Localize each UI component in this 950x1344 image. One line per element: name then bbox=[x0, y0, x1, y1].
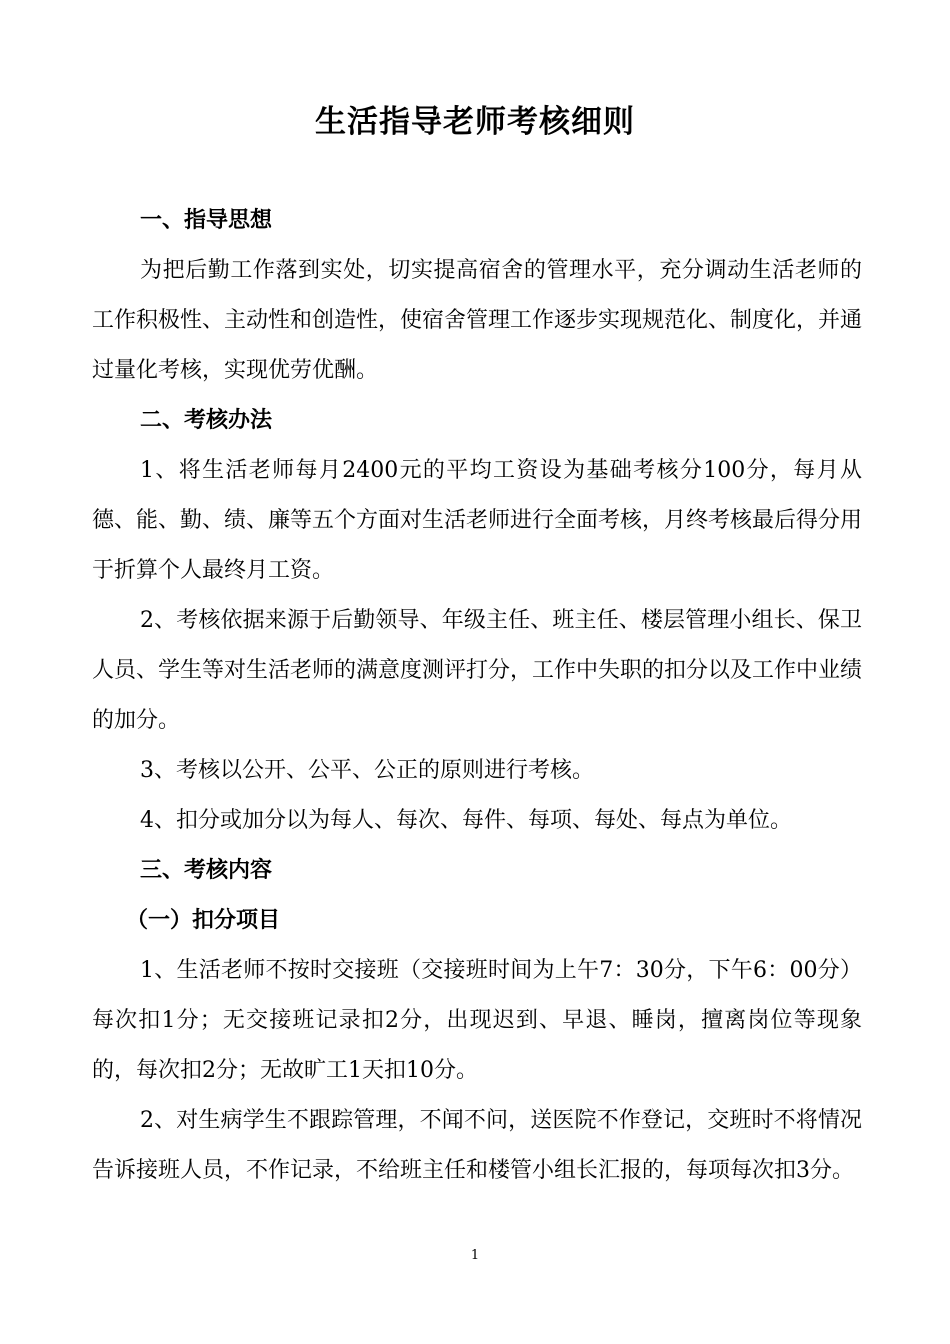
document-title: 生活指导老师考核细则 bbox=[315, 104, 635, 140]
subheading-deduction-items: （一）扣分项目 bbox=[126, 908, 281, 933]
paragraph-method-2: 2、考核依据来源于后勤领导、年级主任、班主任、楼层管理小组长、保卫人员、学生等对生活老师的满意度测评打分，工作中失职的扣分以及工作中业绩的加分。 bbox=[92, 608, 863, 733]
paragraph-deduction-1: 1、生活老师不按时交接班（交接班时间为上午7：30分，下午6：00分）每次扣1分；无交接班记录扣2分，出现迟到、早退、睡岗，擅离岗位等现象的，每次扣2分；无故旷工1天扣10分。 bbox=[92, 958, 862, 1083]
paragraph-method-4: 4、扣分或加分以为每人、每次、每件、每项、每处、每点为单位。 bbox=[140, 808, 792, 833]
paragraph-method-3: 3、考核以公开、公平、公正的原则进行考核。 bbox=[140, 758, 594, 783]
document-body bbox=[92, 196, 862, 1196]
section-heading-guiding-ideology: 一、指导思想 bbox=[140, 208, 273, 233]
paragraph-deduction-2: 2、对生病学生不跟踪管理，不闻不问，送医院不作登记，交班时不将情况告诉接班人员，不作记录，不给班主任和楼管小组长汇报的，每项每次扣3分。 bbox=[92, 1108, 862, 1183]
paragraph-method-1: 1、将生活老师每月2400元的平均工资设为基础考核分100分，每月从德、能、勤、绩、廉等五个方面对生活老师进行全面考核，月终考核最后得分用于折算个人最终月工资。 bbox=[92, 458, 863, 583]
paragraph-guiding-ideology: 为把后勤工作落到实处，切实提高宿舍的管理水平，充分调动生活老师的工作积极性、主动性和创造性，使宿舍管理工作逐步实现规范化、制度化，并通过量化考核，实现优劳优酬。 bbox=[92, 258, 863, 383]
section-heading-assessment-content: 三、考核内容 bbox=[140, 858, 273, 883]
section-heading-assessment-method: 二、考核办法 bbox=[140, 408, 273, 433]
page-number: 1 bbox=[470, 1248, 480, 1263]
